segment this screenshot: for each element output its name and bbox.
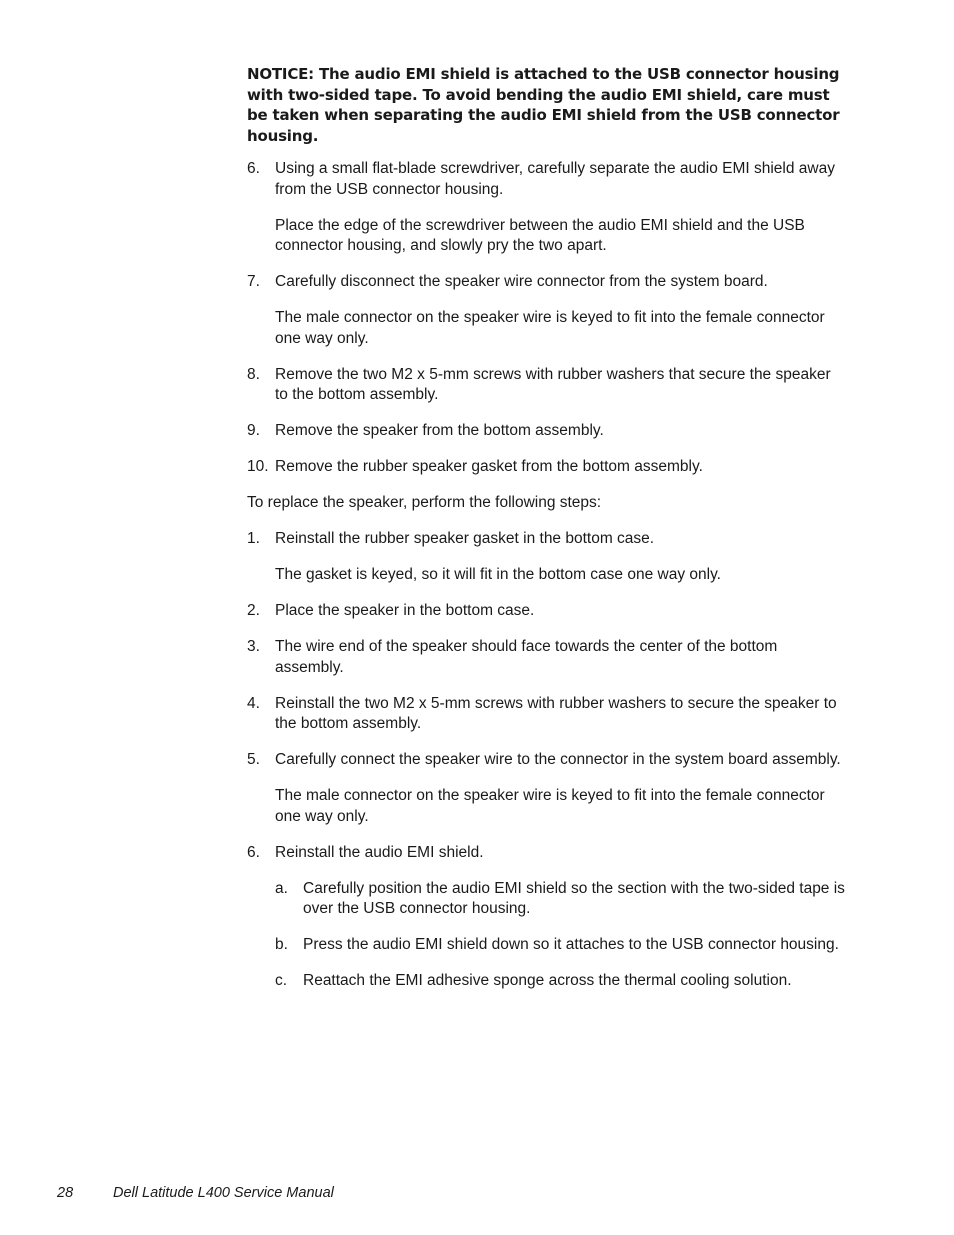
step-number: 10.	[247, 458, 269, 475]
step-text: Remove the rubber speaker gasket from the bottom assembly.	[275, 458, 703, 475]
notice: NOTICE: The audio EMI shield is attached to the USB connector housing with two-sided tape. To avoid bending the audio EMI shield, care must be taken when separating the audio EMI shield from the USB connector housing.	[247, 65, 840, 145]
replace-intro: To replace the speaker, perform the following steps:	[247, 494, 602, 511]
step-text: Reinstall the rubber speaker gasket in the bottom case.	[275, 530, 655, 547]
replace-step-1	[247, 529, 847, 550]
page-number: 28	[57, 1185, 74, 1201]
step-6	[247, 159, 847, 200]
step-text: Reinstall the two M2 x 5-mm screws with rubber washers to secure the speaker to the bottom assembly.	[275, 694, 837, 732]
step-number: 2.	[247, 602, 260, 619]
replace-step-4	[247, 694, 847, 735]
step-text: Reinstall the audio EMI shield.	[275, 843, 484, 861]
replace-step-3	[247, 637, 847, 678]
substep-letter: b.	[275, 936, 288, 953]
step-note: Place the edge of the screwdriver between the audio EMI shield and the USB connector housing, and slowly pry the two apart.	[275, 216, 805, 254]
step-number: 5.	[247, 751, 260, 768]
step-text: The wire end of the speaker should face towards the center of the bottom assembly.	[275, 638, 778, 676]
step-7	[247, 272, 847, 293]
step-text: Carefully connect the speaker wire to the connector in the system board assembly.	[275, 751, 841, 768]
step-number: 9.	[247, 422, 260, 439]
step-note: The gasket is keyed, so it will fit in the bottom case one way only.	[275, 566, 721, 583]
step-text: Remove the two M2 x 5-mm screws with rubber washers that secure the speaker to the bottom assembly.	[275, 365, 831, 403]
step-number: 8.	[247, 365, 260, 383]
step-text: Place the speaker in the bottom case.	[275, 602, 535, 619]
replace-step-5	[247, 750, 847, 771]
substep-text: Press the audio EMI shield down so it attaches to the USB connector housing.	[303, 936, 839, 953]
replace-step-6	[247, 843, 847, 864]
substep-c	[275, 971, 847, 992]
step-text: Carefully disconnect the speaker wire connector from the system board.	[275, 273, 768, 290]
substep-b	[275, 935, 847, 956]
step-8	[247, 365, 847, 406]
substep-letter: c.	[275, 972, 288, 989]
substep-text: Carefully position the audio EMI shield so the section with the two-sided tape is over the USB connector housing.	[303, 879, 845, 917]
step-9	[247, 421, 847, 442]
step-number: 3.	[247, 638, 260, 655]
replace-step-2	[247, 601, 847, 622]
step-note: The male connector on the speaker wire is keyed to fit into the female connector one way only.	[275, 787, 825, 825]
step-note: The male connector on the speaker wire is keyed to fit into the female connector one way only.	[275, 309, 825, 347]
step-number: 6.	[247, 160, 260, 177]
step-text: Using a small flat-blade screwdriver, carefully separate the audio EMI shield away from the USB connector housing.	[275, 160, 835, 198]
step-number: 1.	[247, 530, 260, 547]
manual-title: Dell Latitude L400 Service Manual	[113, 1185, 334, 1201]
substep-letter: a.	[275, 879, 288, 897]
step-text: Remove the speaker from the bottom assembly.	[275, 422, 604, 439]
page-content	[247, 64, 847, 1007]
substep-text: Reattach the EMI adhesive sponge across the thermal cooling solution.	[303, 972, 792, 989]
step-number: 6.	[247, 843, 260, 861]
step-number: 7.	[247, 273, 260, 290]
page-footer	[57, 1183, 334, 1203]
step-10	[247, 457, 847, 478]
step-number: 4.	[247, 694, 260, 712]
substep-a	[275, 879, 847, 920]
